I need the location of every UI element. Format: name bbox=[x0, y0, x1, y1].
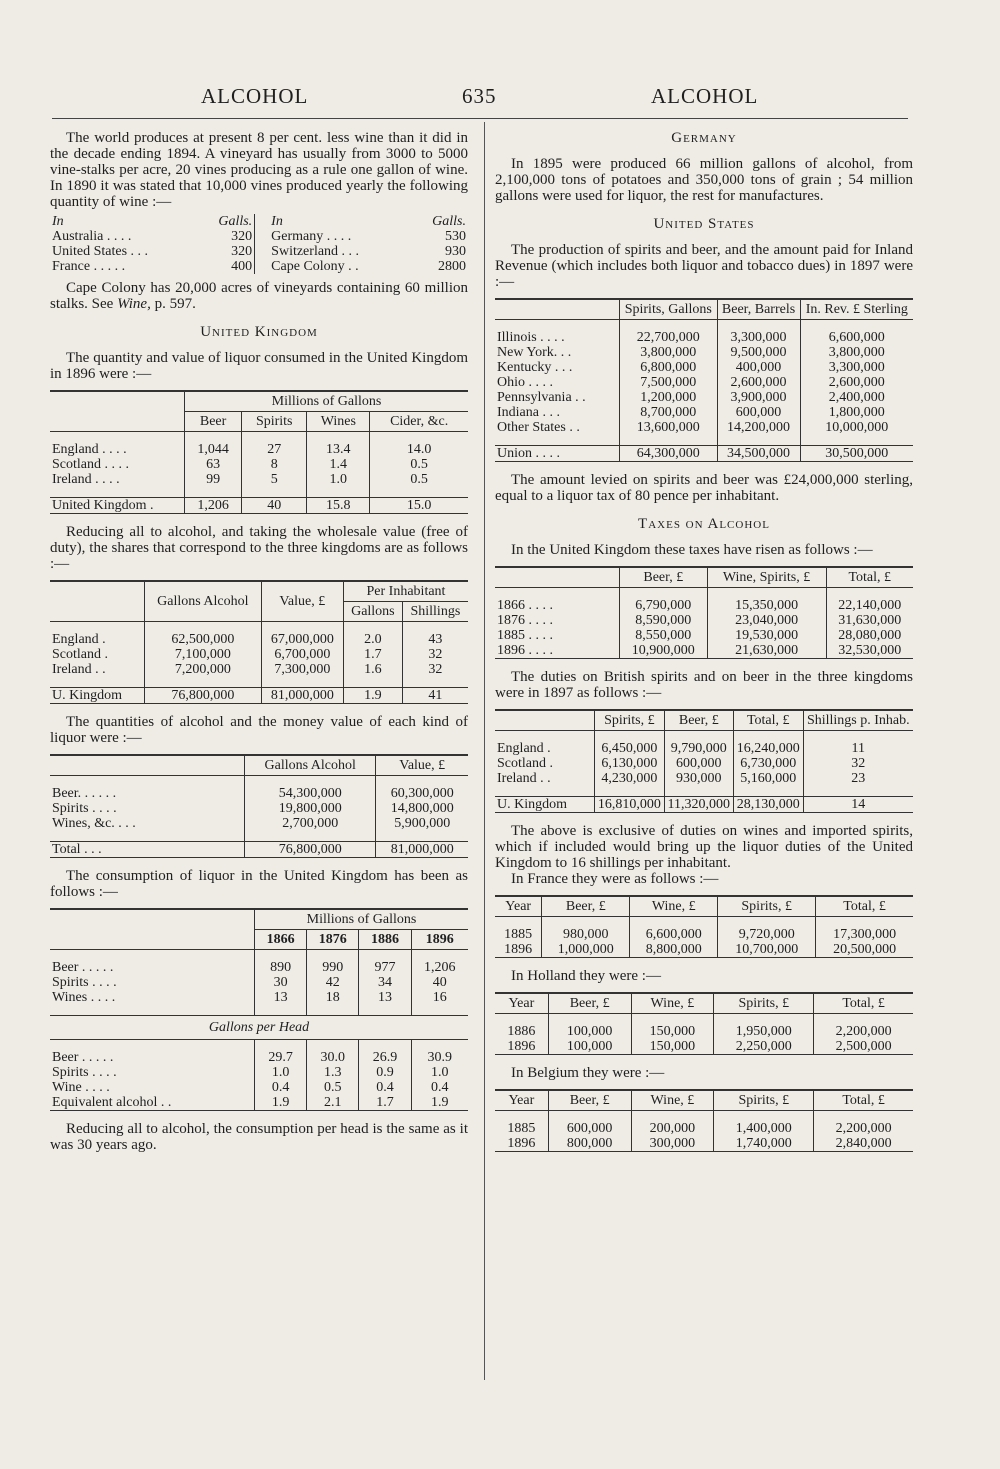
row-label: Spirits . . . . bbox=[52, 1065, 117, 1080]
cell-value: 977 bbox=[359, 960, 411, 975]
cell-value: 1,206 bbox=[411, 960, 468, 975]
cell-value: 9,500,000 bbox=[717, 345, 800, 360]
consumption-table: Millions of Gallons 1866 1876 1886 1896 Beer . . . . . 890 990 977 1,206 Spirits . . . . 30 42 34 40 Wines . . . . 13 18 13 16 Gallons per Head Beer . . . . . 29.7 30.0 26.9 30.9 Spirits . . . . 1.0 1.3 0.9 1.0 Wine . . . . 0.4 0.5 0.4 0.4 Equivalent alcohol . . 1.9 2.1 1.7 1.9 bbox=[50, 908, 468, 1111]
header-rule bbox=[52, 118, 908, 119]
table-row bbox=[495, 1024, 913, 1039]
cell-value: 30 bbox=[255, 975, 307, 990]
taxes-heading: Taxes on Alcohol bbox=[638, 516, 770, 532]
cell-value: 8,550,000 bbox=[620, 628, 708, 643]
row-label: United Kingdom . bbox=[52, 498, 154, 513]
cell-value: 3,900,000 bbox=[717, 390, 800, 405]
row-label: Spirits . . . . bbox=[52, 801, 117, 816]
table-row bbox=[495, 420, 913, 435]
cell-value: 1,800,000 bbox=[800, 405, 913, 420]
row-label: Scotland . . . . bbox=[52, 457, 129, 472]
table-row bbox=[495, 771, 913, 786]
cell-value: 6,730,000 bbox=[733, 756, 803, 771]
cell-value: 6,450,000 bbox=[595, 741, 665, 756]
row-label: Other States . . bbox=[497, 420, 580, 435]
cell-value: 0.4 bbox=[411, 1080, 468, 1095]
row-label: Indiana . . . bbox=[497, 405, 560, 420]
column-header: Total, £ bbox=[814, 1090, 913, 1111]
cell-value: 28,130,000 bbox=[733, 797, 803, 813]
holland-table bbox=[495, 992, 913, 1055]
cell-value: 20,500,000 bbox=[816, 942, 913, 958]
cell-value: 1.0 bbox=[255, 1065, 307, 1080]
cell-value: 3,800,000 bbox=[800, 345, 913, 360]
cell-value: 7,500,000 bbox=[620, 375, 718, 390]
row-label: 1885 bbox=[504, 927, 533, 942]
cell-value: 1,044 bbox=[185, 442, 242, 457]
table-row bbox=[495, 797, 913, 813]
cell-value: 17,300,000 bbox=[816, 927, 913, 942]
cell-value: 600,000 bbox=[717, 405, 800, 420]
cell-value: 400 bbox=[231, 259, 253, 274]
cell-value: 22,140,000 bbox=[826, 598, 913, 613]
cell-value: 7,200,000 bbox=[145, 662, 262, 677]
table-row bbox=[50, 1065, 468, 1080]
table-row bbox=[50, 1050, 468, 1065]
cell-value: 8,800,000 bbox=[630, 942, 718, 958]
quantity-intro: The quantities of alcohol and the money value of each kind of liquor were :— bbox=[50, 714, 468, 746]
cell-value: 2,400,000 bbox=[800, 390, 913, 405]
cell-value: 6,600,000 bbox=[630, 927, 718, 942]
uk-heading: United Kingdom bbox=[200, 324, 318, 340]
cell-value: 14,200,000 bbox=[717, 420, 800, 435]
table-row bbox=[50, 960, 468, 975]
cell-value: 62,500,000 bbox=[145, 632, 262, 647]
row-label: England . bbox=[497, 741, 551, 756]
table-row bbox=[495, 330, 913, 345]
cell-value: 67,000,000 bbox=[261, 632, 343, 647]
row-label: Ohio . . . . bbox=[497, 375, 553, 390]
table-row bbox=[50, 990, 468, 1005]
duties-intro: The duties on British spirits and on beer in the three kingdoms were in 1897 as follows :— bbox=[495, 669, 913, 701]
cell-value: 6,800,000 bbox=[620, 360, 718, 375]
table-row bbox=[50, 816, 468, 831]
column-header: Beer, £ bbox=[548, 1090, 631, 1111]
taxes-intro: In the United Kingdom these taxes have risen as follows :— bbox=[511, 542, 873, 558]
column-header: Wine, £ bbox=[631, 1090, 714, 1111]
cell-value: 1.6 bbox=[343, 662, 402, 677]
row-label: Kentucky . . . bbox=[497, 360, 573, 375]
row-label: Wines, &c. . . . bbox=[52, 816, 136, 831]
cell-value: 23,040,000 bbox=[707, 613, 826, 628]
us-intro: The production of spirits and beer, and the amount paid for Inland Revenue (which includes both liquor and tobacco dues) in 1897 were :— bbox=[495, 242, 913, 290]
cell-value: 16,240,000 bbox=[733, 741, 803, 756]
belgium-intro: In Belgium they were :— bbox=[511, 1065, 665, 1081]
cell-value: 1.9 bbox=[343, 688, 402, 704]
cell-value: 530 bbox=[445, 229, 466, 244]
page-number: 635 bbox=[462, 84, 497, 108]
table-row bbox=[495, 613, 913, 628]
cell-value: 2,840,000 bbox=[814, 1136, 913, 1152]
row-label: Ireland . . . . bbox=[52, 472, 120, 487]
cell-value: 200,000 bbox=[631, 1121, 714, 1136]
cell-value: 64,300,000 bbox=[620, 446, 718, 462]
cell-value: 0.5 bbox=[370, 472, 468, 487]
cell-value: 40 bbox=[242, 498, 307, 514]
cell-value: 1,206 bbox=[185, 498, 242, 514]
cell-value: 150,000 bbox=[631, 1039, 714, 1055]
row-label: 1896 bbox=[507, 1136, 536, 1151]
table-row bbox=[50, 647, 468, 662]
cell-value: 9,720,000 bbox=[718, 927, 816, 942]
cell-value: 13,600,000 bbox=[620, 420, 718, 435]
cell-value: 0.4 bbox=[359, 1080, 411, 1095]
cell-value: 13 bbox=[359, 990, 411, 1005]
cell-value: 76,800,000 bbox=[245, 842, 376, 858]
row-label: United States . . . bbox=[52, 244, 149, 259]
table-row bbox=[495, 628, 913, 643]
column-header: Spirits, £ bbox=[714, 1090, 814, 1111]
table-row bbox=[495, 375, 913, 390]
row-label: Pennsylvania . . bbox=[497, 390, 586, 405]
cell-value: 5,160,000 bbox=[733, 771, 803, 786]
row-label: Cape Colony . . bbox=[255, 259, 412, 274]
row-label: Wines . . . . bbox=[52, 990, 116, 1005]
cell-value: 5 bbox=[242, 472, 307, 487]
cell-value: 4,230,000 bbox=[595, 771, 665, 786]
cell-value: 0.9 bbox=[359, 1065, 411, 1080]
cell-value: 30,500,000 bbox=[800, 446, 913, 462]
row-label: Equivalent alcohol . . bbox=[52, 1095, 172, 1110]
row-label: 1896 . . . . bbox=[497, 643, 553, 658]
cell-value: 1,000,000 bbox=[542, 942, 630, 958]
holland-intro: In Holland they were :— bbox=[511, 968, 661, 984]
cell-value: 2,250,000 bbox=[714, 1039, 814, 1055]
table-row bbox=[495, 1121, 913, 1136]
cell-value: 15,350,000 bbox=[707, 598, 826, 613]
france-table bbox=[495, 895, 913, 958]
cell-value: 1.9 bbox=[255, 1095, 307, 1111]
cell-value: 320 bbox=[231, 244, 253, 259]
row-label: Spirits . . . . bbox=[52, 975, 117, 990]
cell-value: 8,700,000 bbox=[620, 405, 718, 420]
column-header: Beer, £ bbox=[548, 993, 631, 1014]
table-row bbox=[50, 786, 468, 801]
cell-value: 2,600,000 bbox=[800, 375, 913, 390]
belgium-table bbox=[495, 1089, 913, 1152]
cell-value: 18 bbox=[307, 990, 359, 1005]
cell-value: 100,000 bbox=[548, 1039, 631, 1055]
cell-value: 28,080,000 bbox=[826, 628, 913, 643]
consumption-intro: The consumption of liquor in the United Kingdom has been as follows :— bbox=[50, 868, 468, 900]
table-row bbox=[50, 498, 468, 514]
column-header: Spirits, £ bbox=[714, 993, 814, 1014]
column-header: Wine, £ bbox=[630, 896, 718, 917]
cell-value: 81,000,000 bbox=[261, 688, 343, 704]
row-label: 1866 . . . . bbox=[497, 598, 553, 613]
cell-value: 2,500,000 bbox=[814, 1039, 913, 1055]
row-label: Germany . . . . bbox=[255, 229, 412, 244]
cell-value: 600,000 bbox=[664, 756, 733, 771]
row-label: 1896 bbox=[507, 1039, 536, 1054]
cell-value: 2,200,000 bbox=[814, 1024, 913, 1039]
table-row bbox=[50, 801, 468, 816]
cell-value: 3,300,000 bbox=[800, 360, 913, 375]
cell-value: 400,000 bbox=[717, 360, 800, 375]
cell-value: 2,200,000 bbox=[814, 1121, 913, 1136]
table-row bbox=[495, 446, 913, 462]
cell-value: 43 bbox=[402, 632, 468, 647]
table-row bbox=[495, 405, 913, 420]
cell-value: 2,700,000 bbox=[245, 816, 376, 831]
exclusive-note: The above is exclusive of duties on wines and imported spirits, which if included would bring up the liquor duties of the United Kingdom to 16 shillings per inhabitant. bbox=[495, 823, 913, 871]
uk-taxes-table: Beer, £ Wine, Spirits, £ Total, £ 1866 . . . . 6,790,000 15,350,000 22,140,000 1876 . . . . 8,590,000 23,040,000 31,630,000 1885 . . . . 8,550,000 19,530,000 28,080,000 1896 . . . . 10,900,000 21,630,000 32,530,000 bbox=[495, 566, 913, 659]
cell-value: 890 bbox=[255, 960, 307, 975]
table-row bbox=[495, 756, 913, 771]
cell-value: 0.5 bbox=[307, 1080, 359, 1095]
cell-value: 1,740,000 bbox=[714, 1136, 814, 1152]
cell-value: 2800 bbox=[438, 259, 466, 274]
cell-value: 27 bbox=[242, 442, 307, 457]
table-row bbox=[50, 442, 468, 457]
cell-value: 54,300,000 bbox=[245, 786, 376, 801]
cell-value: 150,000 bbox=[631, 1024, 714, 1039]
cell-value: 9,790,000 bbox=[664, 741, 733, 756]
cell-value: 29.7 bbox=[255, 1050, 307, 1065]
cell-value: 22,700,000 bbox=[620, 330, 718, 345]
cell-value: 32,530,000 bbox=[826, 643, 913, 659]
table-row bbox=[495, 643, 913, 659]
running-head-left: ALCOHOL bbox=[201, 84, 309, 108]
wine-intro: The world produces at present 8 per cent. less wine than it did in the decade ending 1894. A vineyard has usually from 3000 to 5000 vine-stalks per acre, 20 vines producing as a rule one gallon of wine. In 1890 it was stated that 10,000 vines produced yearly the following quantity of wine :— bbox=[50, 130, 468, 210]
cell-value: 15.0 bbox=[370, 498, 468, 514]
cell-value: 7,300,000 bbox=[261, 662, 343, 677]
table-row bbox=[50, 975, 468, 990]
table-row bbox=[50, 472, 468, 487]
cell-value: 2.1 bbox=[307, 1095, 359, 1111]
closing-note: Reducing all to alcohol, the consumption per head is the same as it was 30 years ago. bbox=[50, 1121, 468, 1153]
cell-value: 40 bbox=[411, 975, 468, 990]
cape-colony-note: Cape Colony has 20,000 acres of vineyards containing 60 million stalks. See Wine, p. 597. bbox=[50, 280, 468, 312]
table-row bbox=[50, 632, 468, 647]
column-header: Spirits, £ bbox=[718, 896, 816, 917]
right-column bbox=[495, 130, 913, 1162]
cell-value: 16 bbox=[411, 990, 468, 1005]
table-row bbox=[50, 688, 468, 704]
table-row bbox=[50, 259, 468, 274]
running-head-right: ALCOHOL bbox=[651, 84, 759, 108]
cell-value: 8 bbox=[242, 457, 307, 472]
cell-value: 32 bbox=[402, 662, 468, 677]
row-label: Switzerland . . . bbox=[255, 244, 412, 259]
cell-value: 81,000,000 bbox=[376, 842, 468, 858]
cell-value: 14 bbox=[803, 797, 913, 813]
cell-value: 34,500,000 bbox=[717, 446, 800, 462]
alcohol-share-table: Gallons Alcohol Value, £ Per Inhabitant Gallons Shillings England . 62,500,000 67,000,000 2.0 43 Scotland . 7,100,000 6,700,000 1.7 32 Ireland . . 7,200,000 7,300,000 1.6 32 U. Kingdom 76,800,000 81,000,000 1.9 41 bbox=[50, 580, 468, 704]
cell-value: 800,000 bbox=[548, 1136, 631, 1152]
cell-value: 1.9 bbox=[411, 1095, 468, 1111]
table-row bbox=[50, 244, 468, 259]
cell-value: 10,900,000 bbox=[620, 643, 708, 659]
germany-heading: Germany bbox=[671, 130, 737, 146]
row-label: Illinois . . . . bbox=[497, 330, 565, 345]
cell-value: 76,800,000 bbox=[145, 688, 262, 704]
levied-note: The amount levied on spirits and beer was £24,000,000 sterling, equal to a liquor tax of 80 pence per inhabitant. bbox=[495, 472, 913, 504]
cell-value: 1.4 bbox=[307, 457, 370, 472]
cell-value: 10,000,000 bbox=[800, 420, 913, 435]
cell-value: 1,400,000 bbox=[714, 1121, 814, 1136]
cell-value: 990 bbox=[307, 960, 359, 975]
cell-value: 1.3 bbox=[307, 1065, 359, 1080]
cell-value: 34 bbox=[359, 975, 411, 990]
column-header: Wine, £ bbox=[631, 993, 714, 1014]
row-label: New York. . . bbox=[497, 345, 572, 360]
cell-value: 19,800,000 bbox=[245, 801, 376, 816]
cell-value: 99 bbox=[185, 472, 242, 487]
cell-value: 14.0 bbox=[370, 442, 468, 457]
row-label: Scotland . bbox=[52, 647, 108, 662]
cell-value: 100,000 bbox=[548, 1024, 631, 1039]
uk-intro: The quantity and value of liquor consumed in the United Kingdom in 1896 were :— bbox=[50, 350, 468, 382]
us-production-table: Spirits, Gallons Beer, Barrels In. Rev. £ Sterling Illinois . . . . 22,700,000 3,300,000 6,600,000 New York. . . 3,800,000 9,500,000 3,800,000 Kentucky . . . 6,800,000 400,000 3,300,000 Ohio . . . . 7,500,000 2,600,000 2,600,000 Pennsylvania . . 1,200,000 3,900,000 2,400,000 Indiana . . . 8,700,000 600,000 1,800,000 Other States . . 13,600,000 14,200,000 10,000,000 Union . . . . 64,300,000 34,500,000 30,500,000 bbox=[495, 298, 913, 462]
table-row bbox=[50, 1095, 468, 1111]
table-row bbox=[495, 360, 913, 375]
column-header: Beer, £ bbox=[542, 896, 630, 917]
table-row bbox=[495, 741, 913, 756]
cell-value: 1,950,000 bbox=[714, 1024, 814, 1039]
table-row bbox=[495, 1039, 913, 1055]
cell-value: 0.5 bbox=[370, 457, 468, 472]
table-row bbox=[495, 390, 913, 405]
table-row bbox=[50, 662, 468, 677]
cell-value: 41 bbox=[402, 688, 468, 704]
cell-value: 63 bbox=[185, 457, 242, 472]
row-label: U. Kingdom bbox=[497, 797, 567, 812]
cell-value: 930,000 bbox=[664, 771, 733, 786]
cell-value: 1.0 bbox=[307, 472, 370, 487]
cell-value: 980,000 bbox=[542, 927, 630, 942]
cell-value: 0.4 bbox=[255, 1080, 307, 1095]
row-label: U. Kingdom bbox=[52, 688, 122, 703]
cell-value: 13.4 bbox=[307, 442, 370, 457]
cell-value: 6,600,000 bbox=[800, 330, 913, 345]
cell-value: 320 bbox=[231, 229, 253, 244]
row-label: Australia . . . . bbox=[52, 229, 132, 244]
row-label: Ireland . . bbox=[52, 662, 106, 677]
france-intro: In France they were as follows :— bbox=[511, 871, 719, 887]
cell-value: 3,800,000 bbox=[620, 345, 718, 360]
row-label: France . . . . . bbox=[52, 259, 126, 274]
cell-value: 3,300,000 bbox=[717, 330, 800, 345]
alcohol-value-table: Gallons Alcohol Value, £ Beer. . . . . . 54,300,000 60,300,000 Spirits . . . . 19,800,000 14,800,000 Wines, &c. . . . 2,700,000 5,900,000 Total . . . 76,800,000 81,000,000 bbox=[50, 754, 468, 858]
row-label: 1896 bbox=[504, 942, 533, 957]
cell-value: 300,000 bbox=[631, 1136, 714, 1152]
cell-value: 7,100,000 bbox=[145, 647, 262, 662]
cell-value: 30.0 bbox=[307, 1050, 359, 1065]
cell-value: 1,200,000 bbox=[620, 390, 718, 405]
row-label: Total . . . bbox=[52, 842, 102, 857]
cell-value: 16,810,000 bbox=[595, 797, 665, 813]
cell-value: 31,630,000 bbox=[826, 613, 913, 628]
cell-value: 15.8 bbox=[307, 498, 370, 514]
row-label: 1876 . . . . bbox=[497, 613, 553, 628]
cell-value: 2,600,000 bbox=[717, 375, 800, 390]
row-label: Union . . . . bbox=[497, 446, 560, 461]
left-column bbox=[50, 130, 468, 1153]
germany-text: In 1895 were produced 66 million gallons of alcohol, from 2,100,000 tons of potatoes and 350,000 tons of grain ; 54 million gallons were used for liquor, the rest for manufactures. bbox=[495, 156, 913, 204]
column-header: Year bbox=[508, 1093, 535, 1108]
vines-table: In Galls. In Galls. Australia . . . . 320 Germany . . . . 530 United States . . . 320 Switzerland . . . 930 France . . . . . 400 Cape Colony . . 2800 bbox=[52, 214, 466, 274]
row-label: England . bbox=[52, 632, 106, 647]
row-label: 1885 . . . . bbox=[497, 628, 553, 643]
cell-value: 1.0 bbox=[411, 1065, 468, 1080]
cell-value: 13 bbox=[255, 990, 307, 1005]
cell-value: 1.7 bbox=[343, 647, 402, 662]
column-header: Year bbox=[505, 899, 532, 914]
row-label: Beer . . . . . bbox=[52, 1050, 114, 1065]
column-header: Total, £ bbox=[814, 993, 913, 1014]
row-label: Beer. . . . . . bbox=[52, 786, 117, 801]
cell-value: 14,800,000 bbox=[376, 801, 468, 816]
cell-value: 6,700,000 bbox=[261, 647, 343, 662]
row-label: Beer . . . . . bbox=[52, 960, 114, 975]
cell-value: 6,790,000 bbox=[620, 598, 708, 613]
table-row bbox=[495, 345, 913, 360]
cell-value: 30.9 bbox=[411, 1050, 468, 1065]
row-label: Scotland . bbox=[497, 756, 553, 771]
cell-value: 26.9 bbox=[359, 1050, 411, 1065]
row-label: England . . . . bbox=[52, 442, 127, 457]
row-label: Ireland . . bbox=[497, 771, 551, 786]
cell-value: 42 bbox=[307, 975, 359, 990]
table-row bbox=[495, 942, 913, 958]
cell-value: 5,900,000 bbox=[376, 816, 468, 831]
row-label: 1885 bbox=[507, 1121, 536, 1136]
cell-value: 11 bbox=[803, 741, 913, 756]
cell-value: 600,000 bbox=[548, 1121, 631, 1136]
cell-value: 8,590,000 bbox=[620, 613, 708, 628]
us-heading: United States bbox=[653, 216, 755, 232]
reduce-intro: Reducing all to alcohol, and taking the wholesale value (free of duty), the shares that correspond to the three kingdoms are as follows :— bbox=[50, 524, 468, 572]
cell-value: 23 bbox=[803, 771, 913, 786]
cell-value: 1.7 bbox=[359, 1095, 411, 1111]
column-header: Year bbox=[508, 996, 535, 1011]
table-row bbox=[50, 457, 468, 472]
cell-value: 21,630,000 bbox=[707, 643, 826, 659]
cell-value: 32 bbox=[402, 647, 468, 662]
cell-value: 32 bbox=[803, 756, 913, 771]
cell-value: 10,700,000 bbox=[718, 942, 816, 958]
table-row bbox=[495, 1136, 913, 1152]
uk-duties-table: Spirits, £ Beer, £ Total, £ Shillings p. Inhab. England . 6,450,000 9,790,000 16,240,000 11 Scotland . 6,130,000 600,000 6,730,000 32 Ireland . . 4,230,000 930,000 5,160,000 23 U. Kingdom 16,810,000 11,320,000 28,130,000 14 bbox=[495, 709, 913, 813]
column-header: Total, £ bbox=[816, 896, 913, 917]
table-row bbox=[50, 1080, 468, 1095]
table-row bbox=[50, 229, 468, 244]
cell-value: 11,320,000 bbox=[664, 797, 733, 813]
uk-liquor-table: Millions of Gallons Beer Spirits Wines Cider, &c. England . . . . 1,044 27 13.4 14.0 Scotland . . . . 63 8 1.4 0.5 Ireland . . . . 99 5 1.0 0.5 United Kingdom . 1,206 40 15.8 15.0 bbox=[50, 390, 468, 514]
column-divider bbox=[484, 122, 485, 1380]
row-label: Wine . . . . bbox=[52, 1080, 110, 1095]
cell-value: 2.0 bbox=[343, 632, 402, 647]
cell-value: 930 bbox=[445, 244, 466, 259]
table-row bbox=[495, 927, 913, 942]
table-row bbox=[50, 842, 468, 858]
table-row bbox=[495, 598, 913, 613]
cell-value: 6,130,000 bbox=[595, 756, 665, 771]
cell-value: 60,300,000 bbox=[376, 786, 468, 801]
cell-value: 19,530,000 bbox=[707, 628, 826, 643]
row-label: 1886 bbox=[507, 1024, 536, 1039]
